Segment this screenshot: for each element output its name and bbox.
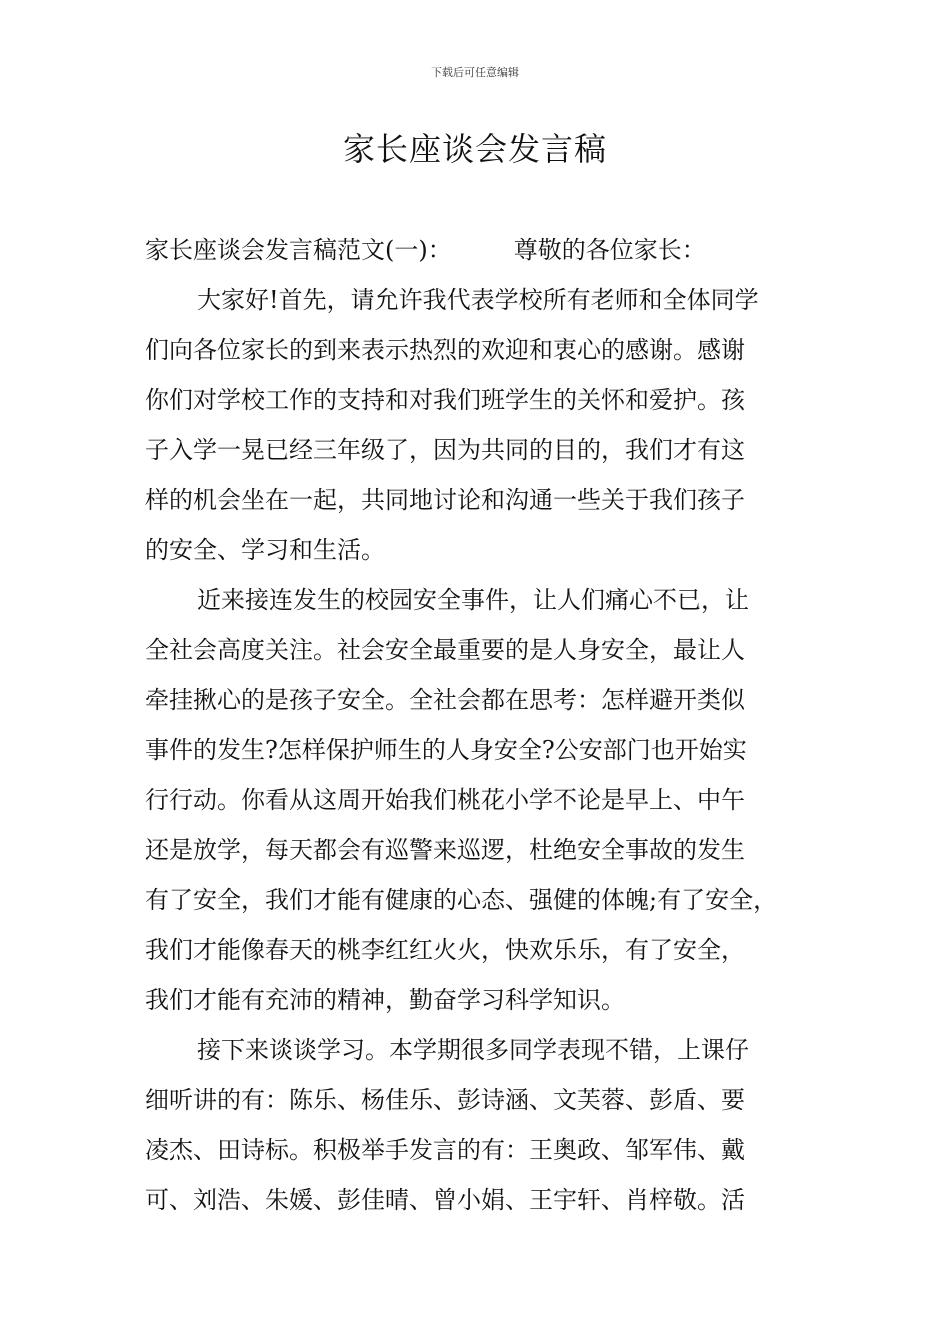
text-line: 还是放学，每天都会有巡警来巡逻，杜绝安全事故的发生 [145,836,745,864]
intro-heading: 家长座谈会发言稿范文(一)： [145,236,452,264]
intro-line [145,225,815,275]
text-line: 接下来谈谈学习。本学期很多同学表现不错，上课仔 [197,1036,749,1064]
text-line: 全社会高度关注。社会安全最重要的是人身安全，最让人 [145,636,745,664]
text-line: 行行动。你看从这周开始我们桃花小学不论是早上、中午 [145,786,745,814]
text-line: 凌杰、田诗标。积极举手发言的有：王奥政、邹军伟、戴 [145,1136,745,1164]
text-line: 可、刘浩、朱媛、彭佳晴、曾小娟、王宇轩、肖梓敬。活 [145,1186,745,1214]
text-line: 近来接连发生的校园安全事件，让人们痛心不已，让 [197,586,749,614]
text-line: 样的机会坐在一起，共同地讨论和沟通一些关于我们孩子 [145,486,745,514]
text-line: 我们才能有充沛的精神，勤奋学习科学知识。 [145,986,625,1014]
text-line: 们向各位家长的到来表示热烈的欢迎和衷心的感谢。感谢 [145,336,745,364]
text-line: 你们对学校工作的支持和对我们班学生的关怀和爱护。孩 [145,386,745,414]
text-line: 大家好!首先，请允许我代表学校所有老师和全体同学 [197,286,759,314]
document-title: 家长座谈会发言稿 [342,130,607,168]
header-note: 下载后可任意编辑 [431,66,519,79]
text-line: 细听讲的有：陈乐、杨佳乐、彭诗涵、文芙蓉、彭盾、要 [145,1086,745,1114]
text-line: 的安全、学习和生活。 [145,536,385,564]
text-line: 事件的发生?怎样保护师生的人身安全?公安部门也开始实 [145,736,747,764]
text-line: 子入学一晃已经三年级了，因为共同的目的，我们才有这 [145,436,745,464]
text-line: 我们才能像春天的桃李红红火火，快欢乐乐，有了安全， [145,936,745,964]
text-line: 牵挂揪心的是孩子安全。全社会都在思考：怎样避开类似 [145,686,745,714]
body-lines [145,275,815,1225]
text-line: 有了安全，我们才能有健康的心态、强健的体魄;有了安全， [145,886,778,914]
document-body [145,225,815,1225]
salutation: 尊敬的各位家长： [513,236,706,264]
